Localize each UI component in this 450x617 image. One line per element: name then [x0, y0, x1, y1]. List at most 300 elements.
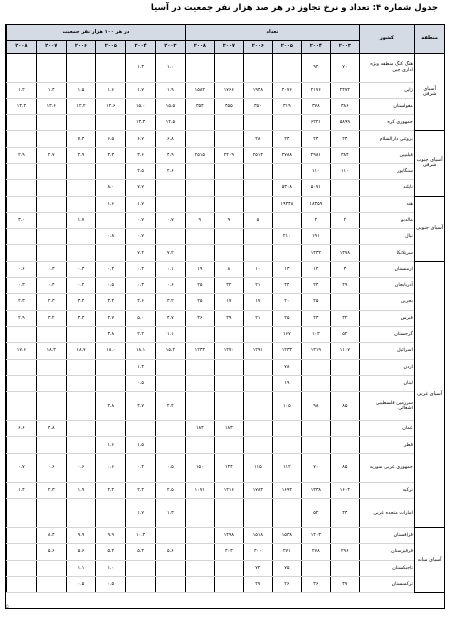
rate-cell: ۰.۵: [96, 576, 126, 592]
country-cell: بروئنی دارالسلام: [359, 131, 414, 147]
count-cell: ۱۴۱۶: [214, 482, 243, 498]
count-cell: ۱۰۷۱: [185, 482, 214, 498]
rate-cell: ۳.۲: [156, 294, 186, 310]
country-cell: سریلانکا: [359, 245, 414, 261]
count-cell: ۲۵: [185, 278, 214, 294]
rate-cell: ۵.۶: [36, 544, 66, 560]
rate-cell: [36, 375, 66, 391]
rate-cell: [36, 392, 66, 421]
count-cell: [330, 437, 359, 453]
country-cell: آذربایجان: [359, 278, 414, 294]
rate-cell: ۱.۶: [96, 437, 126, 453]
count-cell: [330, 560, 359, 576]
count-cell: [243, 163, 272, 179]
count-cell: [185, 499, 214, 528]
rate-cell: ۳.۳: [96, 147, 126, 163]
count-cell: ۲۷: [243, 576, 272, 592]
count-cell: ۱۱۲: [272, 453, 301, 482]
count-cell: [185, 180, 214, 196]
count-year-header: ۲۰۰۷: [214, 40, 243, 53]
count-cell: [243, 421, 272, 437]
count-cell: [243, 499, 272, 528]
rate-cell: ۶.۷: [126, 131, 156, 147]
rate-cell: ۰.۳: [7, 278, 37, 294]
table-row: [7, 53, 445, 82]
rate-cell: [7, 196, 37, 212]
rate-cell: ۶.۸: [156, 131, 186, 147]
count-cell: ۲۷۸: [301, 544, 330, 560]
rate-cell: ۲.۸: [96, 392, 126, 421]
rate-cell: [7, 576, 37, 592]
count-cell: ۳۸۶: [330, 98, 359, 114]
rate-cell: [7, 437, 37, 453]
rate-cell: ۲.۴: [126, 482, 156, 498]
count-cell: ۷۸: [272, 359, 301, 375]
count-cell: ۱۱۰: [301, 163, 330, 179]
rate-cell: [36, 499, 66, 528]
count-cell: [185, 359, 214, 375]
count-cell: ۲۷۱: [272, 544, 301, 560]
rate-cell: ۵.۶: [156, 544, 186, 560]
rate-cell: [96, 375, 126, 391]
count-cell: [330, 196, 359, 212]
count-cell: [272, 245, 301, 261]
count-cell: [214, 326, 243, 342]
rate-cell: ۱.۹: [66, 482, 96, 498]
count-cell: ۱۴۰۳: [301, 528, 330, 544]
count-cell: [214, 499, 243, 528]
count-group-header: تعداد: [185, 25, 359, 40]
count-cell: ۱۷۸۳: [243, 482, 272, 498]
country-cell: عمان: [359, 421, 414, 437]
country-cell: جمهوری کره: [359, 115, 414, 131]
rate-cell: ۳.۸: [96, 326, 126, 342]
rate-cell: [36, 245, 66, 261]
rate-cell: ۸.۴: [36, 528, 66, 544]
rate-cell: ۱.۴: [36, 82, 66, 98]
rate-cell: ۰.۶: [66, 453, 96, 482]
rate-cell: ۴.۷: [96, 310, 126, 326]
rate-cell: [7, 131, 37, 147]
rate-cell: [156, 560, 186, 576]
rate-cell: [96, 499, 126, 528]
count-cell: [243, 245, 272, 261]
rate-cell: ۱۳.۳: [126, 115, 156, 131]
count-cell: ۱۷: [243, 294, 272, 310]
count-cell: ۱۹: [272, 375, 301, 391]
rate-cell: ۰.۵: [126, 375, 156, 391]
table-title: جدول شماره ۴: تعداد و نرخ تجاوز در هر صد هزار نفر جمعیت در آسیا: [150, 3, 438, 13]
country-header: کشور: [359, 25, 414, 53]
count-cell: [214, 560, 243, 576]
rate-cell: ۰.۷: [126, 229, 156, 245]
count-cell: ۱۶۰۴: [330, 482, 359, 498]
rate-cell: ۲.۹: [7, 310, 37, 326]
count-cell: [243, 375, 272, 391]
table-row: [7, 528, 445, 544]
rate-cell: ۱۲.۶: [96, 98, 126, 114]
count-cell: ۱۸۳: [185, 421, 214, 437]
count-cell: ۹۲: [301, 53, 330, 82]
count-cell: ۱۹۳۴۸: [272, 196, 301, 212]
count-cell: [214, 131, 243, 147]
rate-cell: [96, 53, 126, 82]
rate-cell: [66, 326, 96, 342]
count-cell: ۳۶: [185, 310, 214, 326]
count-cell: [185, 528, 214, 544]
region-cell: آسیای جنوبی: [414, 196, 444, 261]
rate-cell: ۱۵.۰: [126, 98, 156, 114]
rate-cell: ۳.۶: [126, 147, 156, 163]
rate-cell: [66, 499, 96, 528]
count-cell: ۱۱۰: [330, 163, 359, 179]
count-cell: ۲: [301, 212, 330, 228]
table-row: [7, 482, 445, 498]
count-cell: [185, 53, 214, 82]
count-cell: ۵۰۷۱: [301, 180, 330, 196]
rate-cell: ۱۲.۲: [66, 98, 96, 114]
count-cell: ۲۵: [272, 310, 301, 326]
count-cell: ۱۹۴۸: [243, 82, 272, 98]
rate-cell: [66, 53, 96, 82]
country-cell: هند: [359, 196, 414, 212]
table-row: [7, 229, 445, 245]
table-row: [7, 261, 445, 277]
count-cell: [185, 560, 214, 576]
rate-cell: [36, 53, 66, 82]
rate-cell: [66, 163, 96, 179]
rate-cell: [36, 576, 66, 592]
country-cell: سرزمین فلسطینی اشغالی: [359, 392, 414, 421]
count-cell: ۱۰۳: [301, 326, 330, 342]
count-cell: [214, 437, 243, 453]
rate-cell: ۱.۳: [126, 53, 156, 82]
count-cell: [243, 326, 272, 342]
count-cell: [243, 180, 272, 196]
count-cell: ۴۵۵: [214, 98, 243, 114]
rate-cell: ۲.۷: [126, 392, 156, 421]
rate-cell: ۴.۷: [156, 310, 186, 326]
country-cell: تایلند: [359, 180, 414, 196]
rate-cell: [7, 359, 37, 375]
count-cell: ۱۶۹۴: [272, 482, 301, 498]
count-cell: ۲۴۷۲: [330, 82, 359, 98]
rate-cell: ۱۷.۶: [7, 343, 37, 359]
country-cell: قبرس: [359, 310, 414, 326]
count-year-header: ۲۰۰۶: [243, 40, 272, 53]
region-cell: آسیای میانه: [414, 528, 444, 593]
rate-year-header: ۲۰۰۳: [156, 40, 186, 53]
rate-cell: ۷.۲: [156, 245, 186, 261]
count-cell: ۴۴: [272, 278, 301, 294]
count-cell: ۳۰۳: [214, 544, 243, 560]
count-cell: ۱۲: [301, 261, 330, 277]
count-cell: ۵۸۹۹: [330, 115, 359, 131]
rate-cell: ۱۵.۲: [156, 343, 186, 359]
count-cell: ۱۴۹۸: [214, 528, 243, 544]
rate-cell: ۰.۴: [36, 278, 66, 294]
rate-cell: ۵.۶: [66, 544, 96, 560]
rate-cell: ۱۰.۴: [126, 528, 156, 544]
rate-cell: [36, 163, 66, 179]
count-cell: [243, 229, 272, 245]
country-cell: ترکیه: [359, 482, 414, 498]
country-cell: قرقیزستان: [359, 544, 414, 560]
count-cell: [243, 437, 272, 453]
count-cell: ۱۲۹۱: [243, 343, 272, 359]
rate-cell: ۱.۹: [156, 82, 186, 98]
rate-cell: [156, 576, 186, 592]
table-row: [7, 576, 445, 592]
rate-cell: [156, 359, 186, 375]
rate-cell: [126, 421, 156, 437]
rate-cell: [66, 245, 96, 261]
count-cell: [330, 229, 359, 245]
count-cell: [214, 245, 243, 261]
count-cell: [185, 229, 214, 245]
rate-cell: [96, 421, 126, 437]
count-cell: [185, 131, 214, 147]
rate-cell: [66, 359, 96, 375]
count-cell: [214, 196, 243, 212]
count-cell: ۱۲۳۳: [272, 343, 301, 359]
count-cell: ۳۹: [214, 310, 243, 326]
rate-cell: ۸.۰: [96, 180, 126, 196]
count-cell: ۱۰: [243, 261, 272, 277]
rate-cell: [66, 392, 96, 421]
count-cell: ۳۵۰: [243, 98, 272, 114]
count-cell: [272, 421, 301, 437]
rate-cell: ۰.۵: [156, 453, 186, 482]
rate-cell: ۱.۶: [96, 196, 126, 212]
rate-cell: [36, 131, 66, 147]
count-cell: ۷۰: [301, 453, 330, 482]
rate-cell: ۳.۲: [66, 294, 96, 310]
country-cell: گرجستان: [359, 326, 414, 342]
rate-cell: ۰.۴: [126, 261, 156, 277]
rate-cell: ۱.۰: [96, 560, 126, 576]
count-cell: ۱۱۰۷: [330, 343, 359, 359]
rate-cell: ۰.۱: [156, 261, 186, 277]
rate-cell: ۵.۴: [96, 544, 126, 560]
rate-cell: [66, 375, 96, 391]
table-row: [7, 453, 445, 482]
count-cell: ۱۳: [272, 261, 301, 277]
count-cell: ۱۳۱۹: [301, 343, 330, 359]
rate-cell: ۲.۶: [126, 294, 156, 310]
count-cell: [301, 437, 330, 453]
country-cell: ژاپن: [359, 82, 414, 98]
region-cell: آسیای غربی: [414, 261, 444, 527]
rate-cell: ۳.۳: [66, 310, 96, 326]
rate-cell: ۲.۷: [36, 147, 66, 163]
country-cell: جمهوری عربی سوریه: [359, 453, 414, 482]
count-cell: [272, 53, 301, 82]
rate-cell: ۲.۴: [156, 392, 186, 421]
rate-cell: ۷.۷: [126, 180, 156, 196]
country-cell: اسرائیل: [359, 343, 414, 359]
rate-year-header: ۲۰۰۸: [7, 40, 37, 53]
table-row: [7, 147, 445, 163]
rate-cell: ۰.۶: [96, 453, 126, 482]
rate-cell: ۵.۳: [126, 544, 156, 560]
rate-cell: [36, 560, 66, 576]
rate-cell: [156, 180, 186, 196]
rate-cell: [156, 528, 186, 544]
rate-cell: ۳.۴: [96, 294, 126, 310]
rate-cell: [66, 115, 96, 131]
count-cell: [330, 294, 359, 310]
rate-cell: ۰.۶: [7, 261, 37, 277]
count-cell: ۹۸: [301, 392, 330, 421]
count-cell: [243, 53, 272, 82]
count-cell: [272, 163, 301, 179]
count-cell: ۲۷۸۸: [272, 147, 301, 163]
table-row: [7, 131, 445, 147]
count-cell: [185, 163, 214, 179]
count-cell: [243, 115, 272, 131]
rate-cell: ۱۳.۶: [36, 98, 66, 114]
count-cell: ۲۵: [185, 294, 214, 310]
rate-cell: ۱۸.۷: [66, 343, 96, 359]
country-cell: ترکمنستان: [359, 576, 414, 592]
count-cell: [330, 180, 359, 196]
rate-cell: [7, 115, 37, 131]
count-cell: ۲۴: [301, 131, 330, 147]
rate-cell: [7, 326, 37, 342]
rate-cell: [96, 359, 126, 375]
count-cell: [214, 392, 243, 421]
rate-cell: ۰.۸: [96, 229, 126, 245]
region-cell: آسیای شرقی: [414, 53, 444, 131]
count-cell: [185, 544, 214, 560]
rate-cell: [126, 576, 156, 592]
count-cell: ۳۵۴: [185, 98, 214, 114]
count-cell: ۱۲۷۰: [214, 343, 243, 359]
count-cell: ۸۵: [330, 392, 359, 421]
country-cell: امارات متحده عربی: [359, 499, 414, 528]
rate-cell: ۷.۴: [126, 245, 156, 261]
count-cell: ۸: [214, 261, 243, 277]
rate-cell: ۲.۶: [156, 163, 186, 179]
count-cell: [272, 499, 301, 528]
table-row: [7, 310, 445, 326]
rate-cell: [96, 163, 126, 179]
rate-cell: ۷.۴: [66, 131, 96, 147]
rate-cell: [156, 229, 186, 245]
count-year-header: ۲۰۰۵: [272, 40, 301, 53]
rate-cell: ۲.۵: [126, 163, 156, 179]
rate-cell: [96, 115, 126, 131]
rate-cell: [7, 499, 37, 528]
count-cell: [185, 326, 214, 342]
count-cell: [301, 359, 330, 375]
count-cell: ۳۱۹: [272, 98, 301, 114]
rate-year-header: ۲۰۰۶: [66, 40, 96, 53]
rate-cell: ۴.۹: [156, 147, 186, 163]
count-cell: ۱۶۷: [272, 326, 301, 342]
rate-cell: ۲.۹: [7, 147, 37, 163]
count-cell: ۱۵۳۸: [272, 528, 301, 544]
rate-cell: ۰.۵: [96, 278, 126, 294]
rate-cell: ۰.۴: [126, 453, 156, 482]
country-cell: سنگاپور: [359, 163, 414, 179]
rate-cell: [7, 375, 37, 391]
rate-cell: ۱۸.۳: [36, 343, 66, 359]
rate-cell: [66, 196, 96, 212]
country-cell: بحرین: [359, 294, 414, 310]
country-cell: لبنان: [359, 375, 414, 391]
count-cell: [301, 560, 330, 576]
count-cell: ۲۳: [301, 310, 330, 326]
rate-cell: ۰.۵: [66, 576, 96, 592]
count-cell: ۵۳۰۸: [272, 180, 301, 196]
country-cell: اردن: [359, 359, 414, 375]
table-row: [7, 82, 445, 98]
data-table-frame: [5, 24, 445, 609]
rate-cell: ۰.۷: [156, 212, 186, 228]
count-cell: ۱۵۱۸: [243, 528, 272, 544]
table-row: [7, 375, 445, 391]
rate-cell: [36, 326, 66, 342]
count-cell: ۱۳۳۸: [301, 482, 330, 498]
count-cell: ۳۰۰: [243, 544, 272, 560]
rate-cell: [156, 375, 186, 391]
table-row: [7, 196, 445, 212]
count-cell: ۱۹۱: [301, 229, 330, 245]
count-cell: ۲۵۱۵: [185, 147, 214, 163]
count-cell: ۷۰: [330, 53, 359, 82]
region-cell: آسیای جنوب شرقی: [414, 131, 444, 196]
count-year-header: ۲۰۰۳: [330, 40, 359, 53]
crime-rate-table: [6, 25, 444, 593]
count-cell: ۱۴۳۲: [301, 245, 330, 261]
count-cell: [272, 437, 301, 453]
count-cell: ۲۱۷۶: [301, 82, 330, 98]
count-cell: ۹: [185, 212, 214, 228]
table-row: [7, 212, 445, 228]
count-cell: [330, 421, 359, 437]
rate-cell: [36, 196, 66, 212]
rate-cell: ۱۸.۰: [96, 343, 126, 359]
count-cell: ۲۴۰۹: [214, 147, 243, 163]
rate-year-header: ۲۰۰۷: [36, 40, 66, 53]
table-row: [7, 98, 445, 114]
count-cell: [214, 115, 243, 131]
page-marker: ۵: [6, 604, 9, 610]
count-cell: ۲۶: [272, 576, 301, 592]
rate-cell: [36, 115, 66, 131]
count-cell: [214, 163, 243, 179]
count-cell: ۳۷: [330, 576, 359, 592]
count-year-header: ۲۰۰۴: [301, 40, 330, 53]
country-cell: فیلیپین: [359, 147, 414, 163]
rate-cell: [7, 544, 37, 560]
rate-cell: ۳.۰: [7, 212, 37, 228]
country-cell: مالدیو: [359, 212, 414, 228]
rate-cell: ۱.۷: [126, 196, 156, 212]
count-cell: ۳۸۴: [330, 147, 359, 163]
rate-cell: ۶.۵: [96, 131, 126, 147]
count-cell: [214, 576, 243, 592]
rate-cell: ۲.۳: [36, 482, 66, 498]
rate-cell: ۱.۰: [156, 53, 186, 82]
count-cell: ۲۱: [243, 278, 272, 294]
rate-cell: [36, 229, 66, 245]
count-cell: ۱۷: [214, 294, 243, 310]
table-row: [7, 245, 445, 261]
rate-cell: [156, 421, 186, 437]
